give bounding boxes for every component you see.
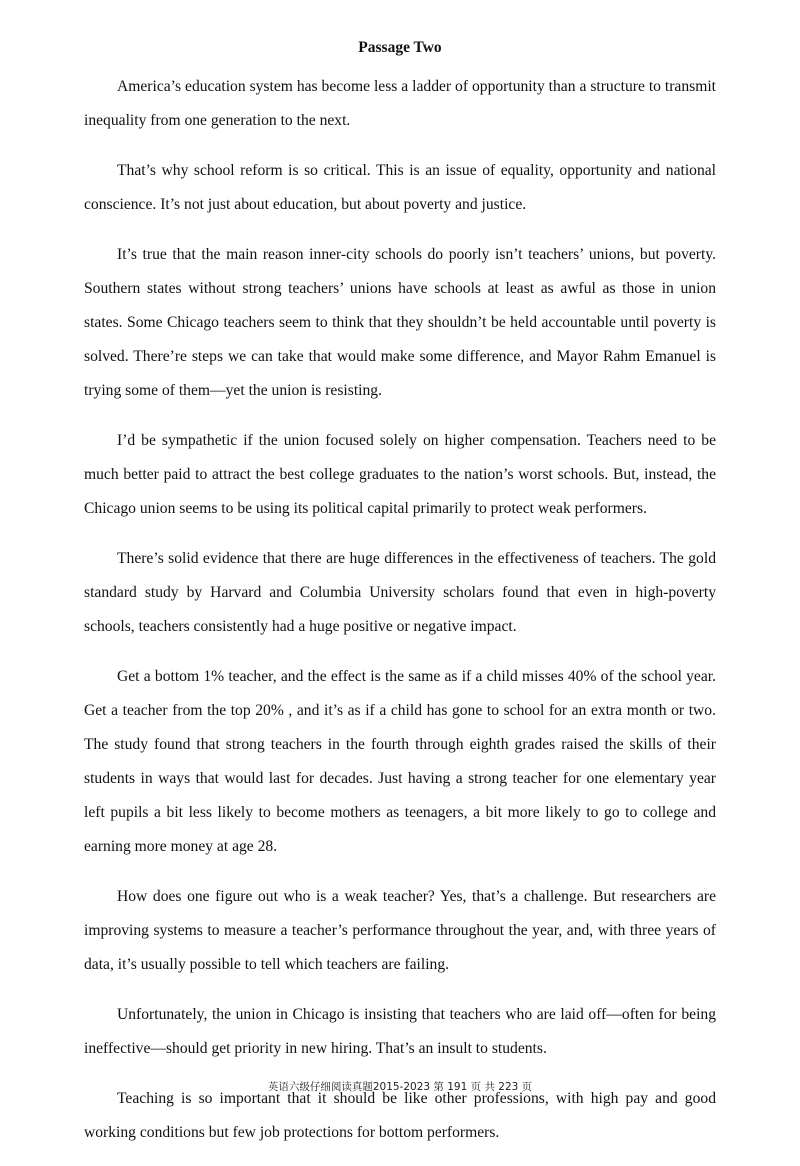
page-footer: 英语六级仔细阅读真题2015-2023 第 191 页 共 223 页 [267, 1081, 533, 1093]
paragraph-2: That’s why school reform is so critical. This is an issue of equality, opportunity and national conscience. It’s not just about education, but about poverty and justice. [84, 162, 716, 213]
paragraph-3: It’s true that the main reason inner-city schools do poorly isn’t teachers’ unions, but poverty. Southern states without strong teachers’ unions have schools at least as awful as those in union states. Some Chicago teachers seem to think that they shouldn’t be held accountable until poverty is solved. There’re steps we can take that would make some difference, and Mayor Rahm Emanuel is trying some of them—yet the union is resisting. [84, 246, 716, 399]
passage-body [84, 70, 716, 1166]
paragraph-9: Teaching is so important that it should be like other professions, with high pay and good working conditions but few job protections for bottom performers. [84, 1090, 716, 1141]
paragraph-1: America’s education system has become less a ladder of opportunity than a structure to transmit inequality from one generation to the next. [84, 78, 716, 129]
paragraph-6: Get a bottom 1% teacher, and the effect is the same as if a child misses 40% of the school year. Get a teacher from the top 20% , and it’s as if a child has gone to school for an extra month or two. The study found that strong teachers in the fourth through eighth grades raised the skills of their students in ways that would last for decades. Just having a strong teacher for one elementary year left pupils a bit less likely to become mothers as teenagers, a bit more likely to go to college and earning more money at age 28. [84, 668, 716, 855]
paragraph-7: How does one figure out who is a weak teacher? Yes, that’s a challenge. But researchers are improving systems to measure a teacher’s performance throughout the year, and, with three years of data, it’s usually possible to tell which teachers are failing. [84, 888, 716, 973]
passage-title: Passage Two [358, 39, 442, 56]
paragraph-8: Unfortunately, the union in Chicago is insisting that teachers who are laid off—often for being ineffective—should get priority in new hiring. That’s an insult to students. [84, 1006, 716, 1057]
paragraph-5: There’s solid evidence that there are huge differences in the effectiveness of teachers. The gold standard study by Harvard and Columbia University scholars found that even in high-poverty schools, teachers consistently had a huge positive or negative impact. [84, 550, 716, 635]
paragraph-4: I’d be sympathetic if the union focused solely on higher compensation. Teachers need to be much better paid to attract the best college graduates to the nation’s worst schools. But, instead, the Chicago union seems to be using its political capital primarily to protect weak performers. [84, 432, 716, 517]
